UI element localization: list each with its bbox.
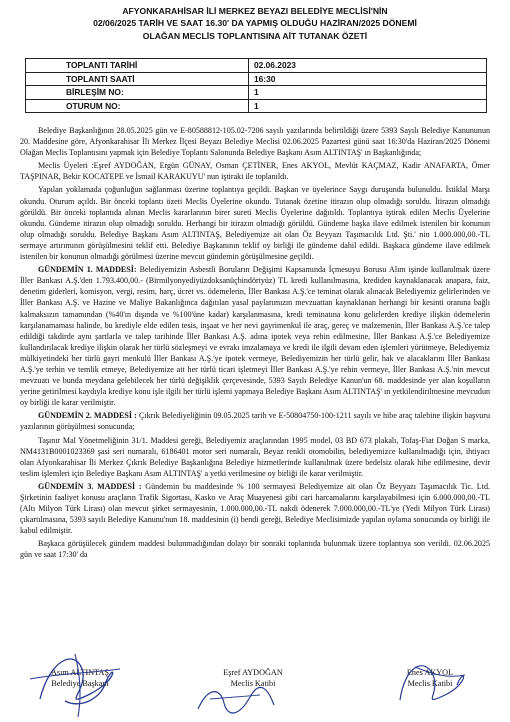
- meeting-time-row: [26, 72, 487, 86]
- header-line-1: AFYONKARAHİSAR İLİ MERKEZ BEYAZI BELEDİYE MECLİSİ'NİN: [122, 6, 388, 16]
- agenda-item-1-title: GÜNDEMİN 1. MADDESİ:: [38, 265, 137, 275]
- mayor-handwritten-signature: [20, 639, 130, 721]
- signature-mayor-name: Asım ALTINTAŞ: [51, 668, 109, 677]
- agenda-item-2-text: Çıkrık Belediyeliğinin 09.05.2025 tarih ve E-50804750-100-1211 sayılı ve hibe araç talebine ilişkin başvuru yazılarının görüşülmesi sonucunda;: [20, 411, 491, 432]
- header-line-3: OLAĞAN MECLİS TOPLANTISINA AİT TUTANAK ÖZETİ: [142, 30, 368, 41]
- document-header: [0, 5, 510, 42]
- session-no-label: BİRLEŞİM NO:: [26, 86, 249, 100]
- meeting-info-table: [25, 58, 487, 113]
- minutes-body: [20, 125, 490, 563]
- sitting-no-value: 1: [249, 99, 487, 113]
- signature-clerk-2-name: Enes AKYOL: [406, 668, 454, 677]
- agenda-item-2-title: GÜNDEMİN 2. MADDESİ :: [38, 411, 137, 421]
- signature-mayor-title: Belediye Başkanı: [51, 679, 109, 688]
- meeting-date-row: [26, 59, 487, 73]
- attendees-paragraph: Meclis Üyeleri :Eşref AYDOĞAN, Ergün GÜNAY, Osman ÇETİNER, Enes AKYOL, Mevlüt KAÇMAZ, Kadir ANAFARTA, Ömer TAŞPINAR, Bekir KOCATEPE ve İsmail KARAKUYU' nun iştiraki ile toplanıldı.: [20, 161, 490, 182]
- opening-paragraph: Belediye Başkanlığının 28.05.2025 gün ve E-80588812-105.02-7206 sayılı yazılarında belirtildiği üzere 5393 Sayılı Belediye Kanununun 20. Maddesine göre, Afyonkarahisar İli Merkez İlçesi Beyazı Belediye Meclisi 02.06.2025 Pazartesi günü saat 16:30'da Haziran/2025 Dönemi Olağan Meclis Toplantısını yapmak için Belediye Toplantı Salonunda Belediye Başkanı Asım ALTINTAŞ' ın Başkanlığında;: [20, 126, 490, 158]
- agenda-item-3-title: GÜNDEMİN 3. MADDESİ :: [38, 481, 142, 491]
- closing-paragraph: Başkaca görüşülecek gündem maddesi bulunmadığından dolayı bir sonraki toplantıda bulunmak üzere toplantıya son verildi. 02.06.2025 gün ve saat 17:30' da: [20, 539, 490, 560]
- session-no-row: [26, 86, 487, 100]
- proceedings-paragraph: Yapılan yoklamada çoğunluğun sağlanması üzerine toplantıya geçildi. Başkan ve üyelerince Saygı duruşunda bulunuldu. İstiklal Marşı okundu. Oturum açıldı. Bir önceki toplantı özeti Meclis Üyelerine okundu. Tutanak özetine itirazın olup olmadığı soruldu. İtirazın olmadığı görüldü. Bir önceki toplantıda alınan Meclis kararlarının birer sureti Meclis Üyelerine dağıtıldı. Toplantıya iştirak edilen Meclis Üyelerine okundu. Gündeme itirazın olup olmadığı soruldu. Herhangi bir itirazın olmadığı görüldü. Gündeme başka ilave edilmek istenilen bir konunun olup olmadığı soruldu. Belediye Başkanı Asım ALTINTAŞ, Belediyemize ait olan Öz Beyyazı Taşımacılık Ltd. Şti.' nin 1.000.000,00.-TL sermaye artırımının görüşülmesini teklif etti. Belediye Başkanının teklif oy birliği ile gündeme dahil edildi. Başkaca gündeme ilave edilmek istenilen bir konunun olmadığı görülmesi üzerine mevcut gündemin görüşülmesine geçildi.: [20, 185, 490, 262]
- signature-clerk-2-title: Meclis Katibi: [407, 679, 453, 688]
- clerk-1-handwritten-signature: [190, 679, 280, 719]
- agenda-item-2-detail: Taşınır Mal Yönetmeliğinin 31/1. Maddesi gereği, Belediyemiz araçlarından 1995 model, 03 BD 673 plakalı, Tofaş-Fiat Doğan S marka, NM4131B0001023369 şasi seri numaralı, 6186401 motor seri numaralı, Beyaz renkli otomobilin, belediyemizce kullanılmadığı için, ihtiyacı olan Afyonkarahisar İli Merkez Çıkrık Belediye Başkanlığına Belediye hizmetlerinde kullanılmak üzere bedelsiz olarak hibe edilmesine, devir teslim işlemleri için Belediye Başkanı Asım ALTINTAŞ' a yetki verilmesine oy birliği ile karar verilmiştir.: [20, 435, 490, 478]
- agenda-item-2: [20, 410, 490, 432]
- agenda-item-3-text: Gündemin bu maddesinde % 100 sermayesi Belediyemize ait olan Öz Beyyazı Taşımacılık Tic. Ltd. Şirketinin faaliyet konusu araçların Trafik Sigortası, Kasko ve Araç Muayenesi gibi cari harcamalarını karşılayabilmesi için 6.000.000,00.-TL (Altı Milyon Türk Lirası) olan mevcut şirket sermayesinin, 1.000.000,00.-TL nakdi ödenerek 7.000.000,00.-TL'ye (Yedi Milyon Türk Lirası) çıkartılmasına, 5393 sayılı Belediye Kanunu'nun 18. maddesinin (i) bendi gereği, Belediye Meclisimizde yapılan oylama sonucunda oy birliği ile kabul edilmiştir.: [20, 481, 490, 536]
- meeting-time-value: 16:30: [249, 72, 487, 86]
- signature-clerk-1-title: Meclis Katibi: [230, 679, 276, 688]
- header-line-2: 02/06/2025 TARİH VE SAAT 16.30' DA YAPMIŞ OLDUĞU HAZİRAN/2025 DÖNEMİ: [93, 18, 417, 29]
- signature-block: [0, 667, 510, 722]
- signature-clerk-1-name: Eşref AYDOĞAN: [223, 668, 283, 677]
- meeting-time-label: TOPLANTI SAATİ: [26, 72, 249, 86]
- agenda-item-1-text: Belediyemizin Asbestli Boruların Değişimi Kapsamında İçmesuyu Borusu Alım işinde kullanılmak üzere İller Bankası A.Ş.'den 1.793.400,00.- (Birmilyonyediyüzdoksanüçbindörtyüz) TL kredi kullanılmasına, krediden kaynaklanacak anapara, faiz, denetim giderleri, komisyon, vergi, resim, harç, ücret vs. ödemelerin, İller Bankası A.Ş.'ce teminat olarak alınacak Belediyemiz gelirlerinden ve İller Bankası A.Ş. ve Hazine ve Maliye Bakanlığınca dağıtılan yasal paylarımızın mevzuattan kaynaklanan herhangi bir kesinti oranına bağlı kalmaksızın tamamından (%40'ın dışında ve %100'üne kadar) karşılanmasına, kredi teminatına konu gelirlerden krediye ilişkin ödemelerin karşılanamaması halinde, bu krediyle elde edilen tesis, inşaat ve her nevi gayrimenkul ile araç, gereç ve malzemenin, İller Bankası A.Ş.'ce talep edildiği takdirde aynı şartlarla ve talep tarihinde İller Bankası A.Ş. adına ipotek veya rehin edilmesine, İller Bankası A.Ş.'ce Belediyemize kullandırılacak krediye ilişkin olarak her türlü sözleşmeyi ve evrakı imzalamaya ve kredi ile ilgili devam eden işlemleri yürütmeye, Belediyemiz mülkiyetindeki her türlü gayri menkulü İller Bankası A.Ş.'ye ipotek vermeye, Belediyemizin her türlü gelir, hak ve alacaklarını İller Bankası A.Ş.'ye terhin ve temlik etmeye, Belediyemize ait her türlü ticari işletmeyi İller Bankası A.Ş.'ye rehin vermeye, İller Bankası A.Ş.'nin mevcut mevzuatı ve bunda meydana gelebilecek her türlü değişiklik çerçevesinde, 5393 Sayılı Belediye Kanun'un 68. maddesinde yer alan koşulların yerine getirilmesi kaydıyla krediye konu işle ilgili her türlü işlemi yapmaya Belediye Başkanı Asım ALTINTAŞ' ın yetkilendirilmesine mevcudun oy birliği ile karar verilmiştir.: [20, 265, 491, 408]
- agenda-item-3: [20, 481, 490, 536]
- sitting-no-row: [26, 99, 487, 113]
- agenda-item-1: [20, 264, 490, 408]
- session-no-value: 1: [249, 86, 487, 100]
- sitting-no-label: OTURUM NO:: [26, 99, 249, 113]
- meeting-date-label: TOPLANTI TARİHİ: [26, 59, 249, 73]
- meeting-date-value: 02.06.2023: [249, 59, 487, 73]
- clerk-2-handwritten-signature: [385, 645, 475, 715]
